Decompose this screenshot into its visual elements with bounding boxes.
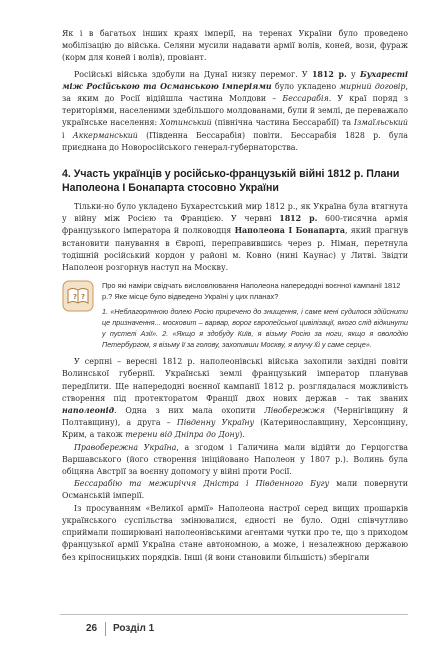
- paragraph-bessarabia: Бессарабію та межиріччя Дністра і Південного Бугу мали повернути Османській імперії.: [62, 479, 408, 501]
- svg-text:?: ?: [81, 293, 86, 302]
- question-block: [62, 280, 408, 350]
- paragraph-right-bank: Правобережна Україна, а згодом і Галичина мали відійти до Герцогства Варшавського (його створення ініційовано Наполеон у 1807 р.). Волинь була обіцяна Австрії за воєнну допомогу у війні проти Росії.: [62, 442, 408, 477]
- footer-separator: [105, 622, 106, 636]
- place-bucharest: Бухаресті: [360, 69, 408, 79]
- name-napoleon: Наполеона І Бонапарта: [234, 226, 345, 236]
- paragraph-war-start: Тільки-но було укладено Бухарестський мир 1812 р., як Україна була втягнута у війну між Росією та Францією. У червні 1812 р. 600-тисячна армія французького імператора й полководця Наполеона І Бонапарта, який прагнув встановити панування в Європі, переправившись через р. Німан, перетнула тодішній російський кордон у районі м. Ковно (нині Каунас) у Литві. Звідти Наполеон розгорнув наступ на Москву.: [62, 202, 409, 273]
- chapter-label: Розділ 1: [113, 623, 155, 634]
- question-text: Про які наміри свідчать висловлювання Наполеона напередодні воєнної кампанії 1812 р.? Яке місце було відведено Україні у цих планах?: [102, 281, 401, 302]
- footer-divider: [60, 614, 408, 615]
- section-heading: 4. Участь українців у російсько-французькій війні 1812 р. Плани Наполеона І Бонапарта стосовно України: [62, 168, 400, 194]
- svg-text:?: ?: [73, 293, 78, 302]
- page-number: 26: [86, 623, 98, 634]
- paragraph-mobilization: Як і в багатьох інших краях імперії, на теренах України було проведено мобілізацію до війська. Селяни мусили надавати армії волів, коней, вози, фураж (корм для коней і волів), провіант.: [62, 29, 408, 63]
- paragraph-napoleonids: У серпні – вересні 1812 р. наполеонівські війська захопили західні повіти Волинської губернії. Українські землі французький імператор планував передїлити. Ще напередодні воєнної кампанії 1812 р. розглядалася можливість створення під протекторатом Франції двох нових держав – так званих наполеонід. Одна з них мала охопити Лівобережжя (Чернігівщину й Полтавщину), а друга – Південну Україну (Катеринославщину, Херсонщину, Крим, а також терени від Дніпра до Дону).: [62, 357, 408, 440]
- book-question-icon: [62, 280, 94, 312]
- paragraph-bucharest: Російські війська здобули на Дунаї низку перемог. У 1812 р. у Бухаресті між Російською та Османською імперіями було укладено мирний договір, за яким до Росії відійшла частина Молдови – Бессарабія. У краї поряд з територіями, населеними здебільшого молдованами, були й землі, де переважало українське населення: Хотинський (північна частина Бессарабії) та Ізмаїльський і Аккерманський (Південна Бессарабія) повіти. Бессарабія 1828 р. була приєднана до Новоросійського генерал-губернаторства.: [62, 69, 409, 152]
- napoleon-quotes: 1. «Неблагорлнною долею Росію приречено до знищення, і саме мені судилося здійснити це призначення... московит – варвар, ворог європейської цивілізації, якого слід відкинути у пустелі Азії». 2. «Якщо я здобуду Київ, я візьму Росію за ноги, якщо я оволодію Петербургом, я візьму її за голову, захопивши Москву, я влучу їй у саме серце».: [102, 307, 408, 350]
- year-1812: 1812 р.: [311, 69, 347, 79]
- page-footer: [0, 612, 446, 650]
- term-peace-treaty: мирний договір: [339, 81, 406, 91]
- term-napoleonids: наполеонід: [62, 406, 115, 416]
- paragraph-great-army: Із просуванням «Великої армії» Наполеона настрої серед вищих прошарків українського суспільства змінювалися, єдності не було. Одні співчутливо сприймали поширювані наполеонівськими агентами чутки про те, що з приходом французької армії Україна стане автономною, а може, і незалежною державою без кріпосницьких порядків. Інші (й вони становили більшість) зберігали: [62, 503, 408, 562]
- term-bessarabia: Бессарабія: [282, 94, 329, 104]
